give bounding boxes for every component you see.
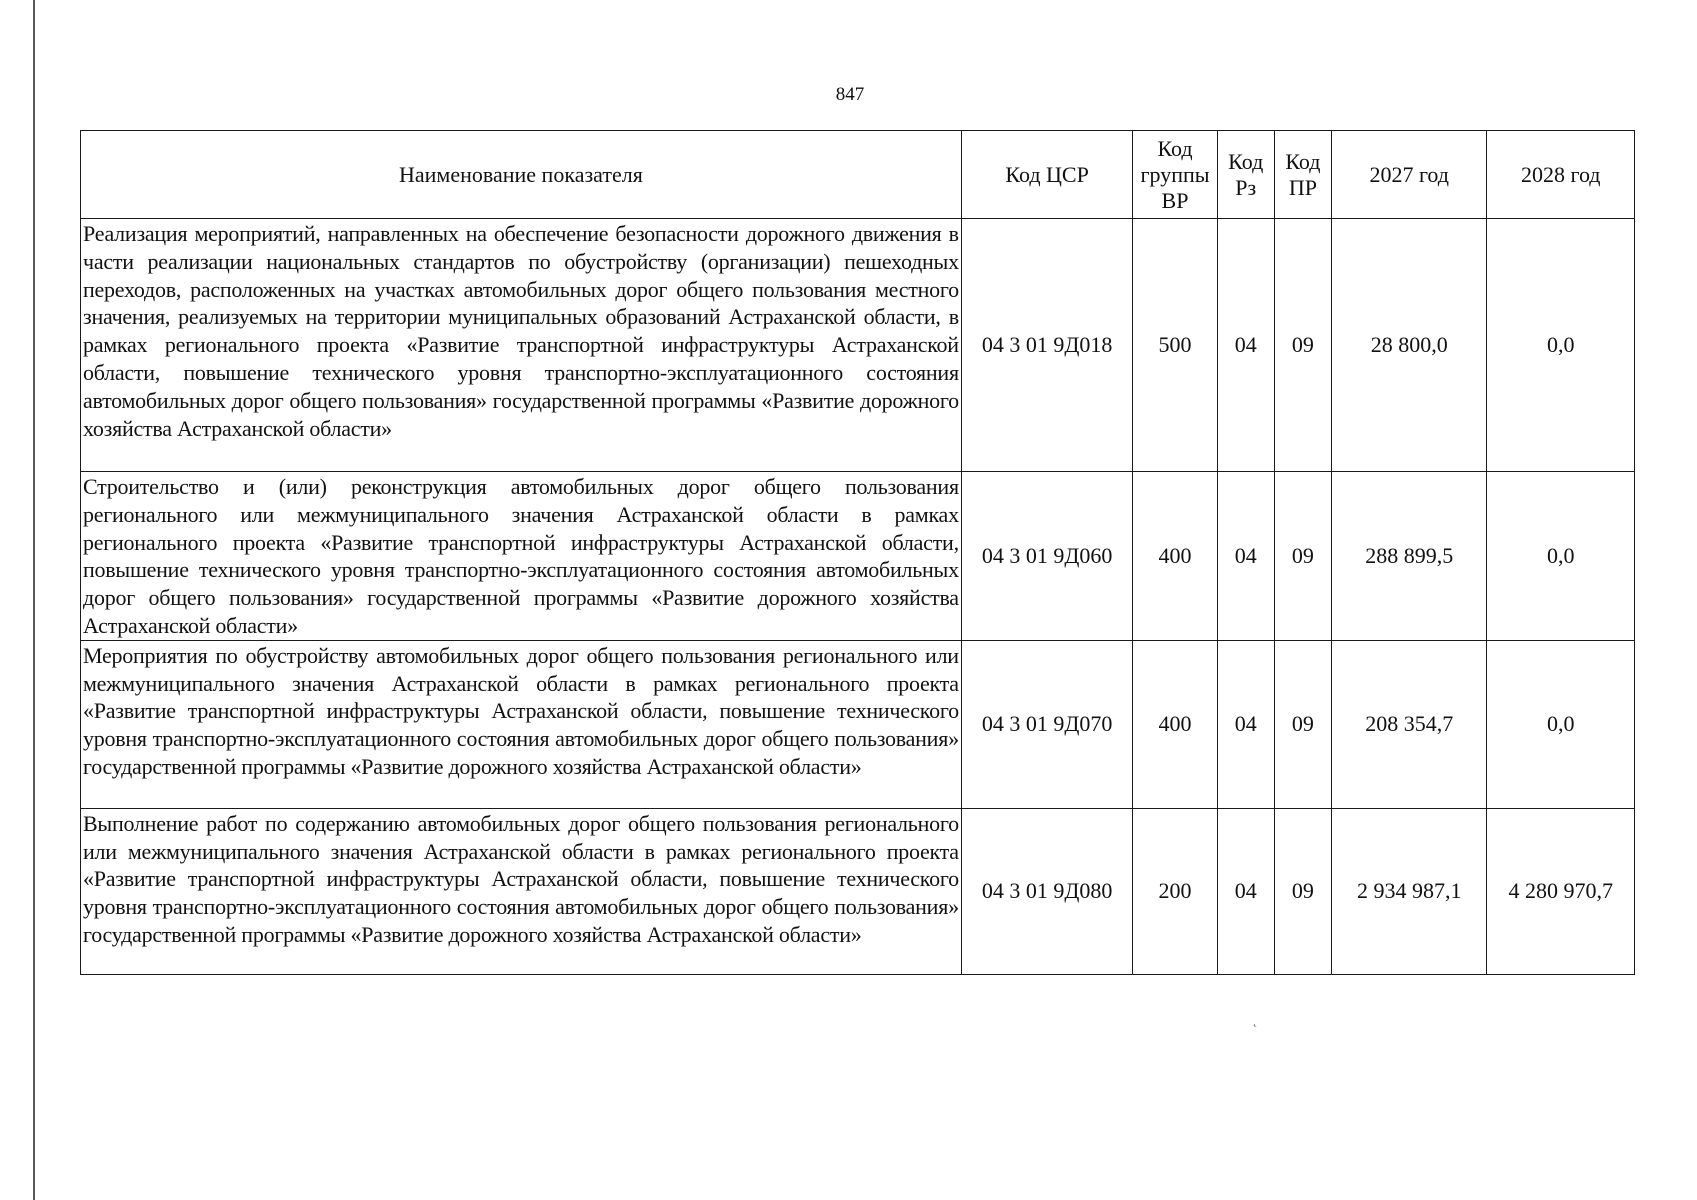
row-rz-cell: 04: [1217, 640, 1274, 808]
header-vr: [1133, 131, 1217, 219]
row-2028-cell: 0,0: [1487, 640, 1635, 808]
row-vr-cell: 200: [1133, 808, 1217, 974]
table-row: [81, 219, 1635, 472]
row-2027-cell: 288 899,5: [1331, 472, 1487, 641]
row-csr-cell: 04 3 01 9Д060: [961, 472, 1133, 641]
table-row: [81, 640, 1635, 808]
row-csr-cell: 04 3 01 9Д080: [961, 808, 1133, 974]
header-pr-line2: ПР: [1288, 174, 1317, 200]
row-pr-cell: 09: [1274, 472, 1331, 641]
row-name-cell: Реализация мероприятий, направленных на обеспечение безопасности дорожного движения в части реализации национальных стандартов по обустройству (организации) пешеходных переходов, расположенных на участках автомобильных дорог общего пользования местного значения, реализуемых на территории муниципальных образований Астраханской области, в рамках регионального проекта «Развитие транспортной инфраструктуры Астраханской области, повышение технического уровня транспортно-эксплуатационного состояния автомобильных дорог общего пользования» государственной программы «Развитие дорожного хозяйства Астраханской области»: [81, 219, 962, 472]
row-pr-cell: 09: [1274, 808, 1331, 974]
header-vr-line3: ВР: [1161, 187, 1189, 213]
page-number: 847: [835, 84, 865, 105]
table-row: [81, 808, 1635, 974]
row-2028-cell: 0,0: [1487, 219, 1635, 472]
row-2027-cell: 28 800,0: [1331, 219, 1487, 472]
budget-table: [80, 130, 1635, 975]
header-2027: 2027 год: [1331, 131, 1487, 219]
row-vr-cell: 400: [1133, 472, 1217, 641]
scan-speck: ˛: [1253, 1012, 1258, 1027]
row-rz-cell: 04: [1217, 472, 1274, 641]
row-csr-cell: 04 3 01 9Д018: [961, 219, 1133, 472]
row-name-cell: Строительство и (или) реконструкция автомобильных дорог общего пользования регионального или межмуниципального значения Астраханской области в рамках регионального проекта «Развитие транспортной инфраструктуры Астраханской области, повышение технического уровня транспортно-эксплуатационного состояния автомобильных дорог общего пользования» государственной программы «Развитие дорожного хозяйства Астраханской области»: [81, 472, 962, 641]
header-rz-line1: Код: [1228, 148, 1264, 174]
row-pr-cell: 09: [1274, 219, 1331, 472]
row-2028-cell: 4 280 970,7: [1487, 808, 1635, 974]
row-rz-cell: 04: [1217, 808, 1274, 974]
header-pr-line1: Код: [1285, 148, 1321, 174]
header-name: Наименование показателя: [81, 131, 962, 219]
header-rz: [1217, 131, 1274, 219]
row-rz-cell: 04: [1217, 219, 1274, 472]
table-header-row: [81, 131, 1635, 219]
row-name-cell: Мероприятия по обустройству автомобильных дорог общего пользования регионального или межмуниципального значения Астраханской области в рамках регионального проекта «Развитие транспортной инфраструктуры Астраханской области, повышение технического уровня транспортно-эксплуатационного состояния автомобильных дорог общего пользования» государственной программы «Развитие дорожного хозяйства Астраханской области»: [81, 640, 962, 808]
row-pr-cell: 09: [1274, 640, 1331, 808]
row-2027-cell: 2 934 987,1: [1331, 808, 1487, 974]
header-rz-line2: Рз: [1235, 174, 1257, 200]
row-vr-cell: 400: [1133, 640, 1217, 808]
header-2028: 2028 год: [1487, 131, 1635, 219]
header-pr: [1274, 131, 1331, 219]
binding-edge-line: [33, 0, 35, 1200]
row-2027-cell: 208 354,7: [1331, 640, 1487, 808]
header-vr-line1: Код: [1157, 135, 1193, 161]
header-csr: Код ЦСР: [961, 131, 1133, 219]
row-vr-cell: 500: [1133, 219, 1217, 472]
row-csr-cell: 04 3 01 9Д070: [961, 640, 1133, 808]
header-vr-line2: группы: [1140, 161, 1210, 187]
row-name-cell: Выполнение работ по содержанию автомобильных дорог общего пользования регионального или межмуниципального значения Астраханской области в рамках регионального проекта «Развитие транспортной инфраструктуры Астраханской области, повышение технического уровня транспортно-эксплуатационного состояния автомобильных дорог общего пользования» государственной программы «Развитие дорожного хозяйства Астраханской области»: [81, 808, 962, 974]
row-2028-cell: 0,0: [1487, 472, 1635, 641]
table-row: [81, 472, 1635, 641]
